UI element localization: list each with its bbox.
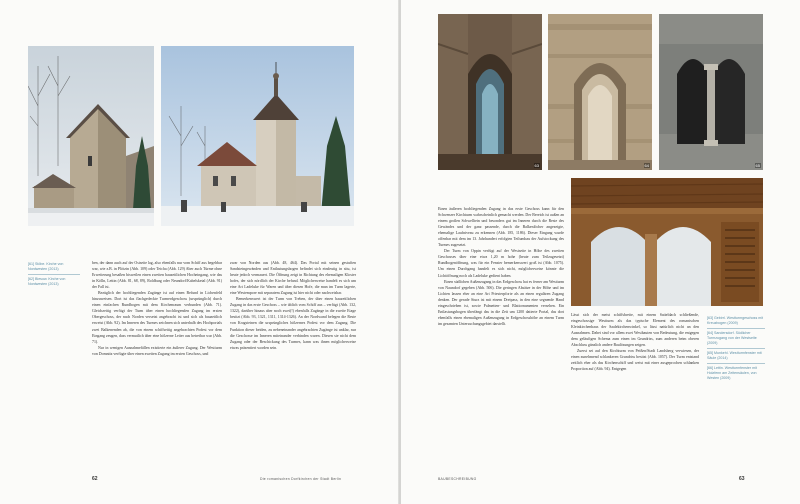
paragraph: Der Turm von Oppin verfügt auf der Westseite in Höhe des zweiten Geschosses über eine etwa 1,20 m hohe (heute zum Teilzugesetzt) Rundbogenöffnung, was für ein Fenster bemerkenswert groß ist (Abb. 1075). Um einen Durchgang handelt es sich nicht, möglicherweise könnte die Lichtöffnung noch als Ladeluke gedient haben. <box>438 249 564 278</box>
paragraph: Zuerst sei auf den Kirchturm von Peißen/Stadt Landsberg verwiesen, der einen zunehmend schlankeren Grundriss besitzt (Abb. 1057). Der Turm entstand zeitlich eher als das Kirchenschiff und weist mit einer ausgeprochen schlanken Proportion auf (Abb. 94). Entgegen <box>571 349 699 372</box>
caption-63: [63] Gebirrl. Westturmgeschoss mit Kreuzbogen (2009) <box>707 316 764 325</box>
paragraph: Einen äußeren hochliegenden Zugang in das erste Geschoss kann für den Schwenzer Kirchturm wahrscheinlich gemacht werden. Der Bereich ist außen an einem großen Schwelltein und besonders gut im Inneren durch die Reste des Gewändes und der ganz passende, durch die Balkenlöcher angezeigte, ehemalige Laufniveau zu erkennen (Abb. 185, 1186). Dieser Eingang wurde offenbar mit dem im 13. Jahrhundert erfolgten Teilumbau der Aufstockung des Turmes zugesetzt. <box>438 207 564 248</box>
right-text-column-2 <box>571 312 699 372</box>
paragraph: Einen südlichen Außenzugang in das Erdgeschoss hat es ferner am Westturm von Naundorf gegeben (Abb. 506). Die geringen Absätze in der Höhe und im Lichten lassen eher an eine Art Priesterpforte als an einen regulären Zugang denken. Der gerade Sturz ist mit einem Dreipass, in den eine segnende Hand eingeschrieben ist, sowie Palmetten- und Blattornamenten versehen. Ein Entlastungsbogen überfängt das in die Zeit um 1200 datierte Portal, das dort ebenfalls einen ehemaligen Außenzugang in Erdgeschosshöhe an einem Turm im gesamten Untersuchungsgebiet darstellt. <box>438 279 564 326</box>
paragraph: ben, der dann auch auf der Ostseite lag, also ebenfalls nur vom Schiff aus begehbar war, wie z.B. in Plötzin (Abb. 109) oder Teicha (Abb. 129) Aber auch Türme ohne Erweiterung besaßen bisweilen einen zweiten bauzeitlichen Hocheingang, wie das in Kölln, Lettin (Abb. 81, 68, 89), Roldburg oder Neundorf/Kabelsketal (Abb. 91) der Fall ist. <box>92 261 222 290</box>
photo-church-stoebe <box>28 46 154 226</box>
photo-tower-window-wood <box>571 178 763 306</box>
photo-tower-interior-arch <box>438 14 542 170</box>
left-text-column-2 <box>230 260 356 351</box>
paragraph: Bezüglich der hochliegenden Zugänge ist auf einen Befund in Lichenfeld hinzuweisen. Dort ist das flachgedeckte Turmerdgeschoss (ursprünglich) durch einen einfachen Rundbogen mit dem Kirchenraum verbunden (Abb. 71). Gleichzeitig verfügt der Turm über einen hochliegenden Zugang im ersten Obergeschoss, der nach Norden versetzt angebracht ist und sich als bauzeitlich erweist (Abb. 92). Im Inneren des Turmes zeichnen sich unterhalb des Hochportals zwei Balkenenden ab, die von einem schiffseitig angebrachten Podest vor dem Eingang zeugen, dass vermutlich über eine hölzerne Leiter aus betretbar war (Abb. 71). <box>92 291 222 344</box>
paragraph: Bemerkenswert ist der Turm von Treben, der über einen bauzeitlichen Zugang in das erste Geschoss – wie üblich vom Schiff aus – verfügt (Abb. 132, 1322), darüber hinaus aber noch zwei(!) ebenfalls Zugänge in die zweite Etage besitzt (Abb. 93, 1321, 1311, 1314-1326). An der Nordwand belegen die Reste von Kragsteinen die ursprüngliches hölzernes Podest vor dem Zugang. Die Funktion dieser beiden, zu nebeneinander angebrachten Zugänge ist unklar, nur die Geschosse im Inneren miteinander verbinden waren. Diesen sie nicht dem Zugang oder der Beschickung des Turmes, kann was ihnen möglicherweise etwas präsentiert worden sein. <box>230 297 356 350</box>
right-captions <box>707 316 765 381</box>
photo-badge-64: 64 <box>644 163 649 168</box>
caption-66: [66] Lettin. Westturmfenster mit Holzfenn am Zeitensäulen, von Westen (2009) <box>707 366 757 380</box>
left-page <box>0 0 399 504</box>
left-captions <box>28 262 80 287</box>
paragraph: Lässt sich der meist schiffsbreite, mit einem Satteldach schließende, eingeschossige Westturm als das typische Element des romanischen Kleinkirchenbaus der Saalekirchenwinkel, so lässt natürlich nicht an den Ausnahmen. Dabei sind vor allem zwei Westbauten von Bedeutung, die entgegen dem geläufigen Schema zum einen im Grundriss, zum anderen beim oberen Abschluss gänzlich andere Baulösungen zeigen. <box>571 313 699 348</box>
page-number-right: 63 <box>739 476 745 482</box>
running-head-right: BAUBESCHREIBUNG <box>438 477 477 481</box>
paragraph: zwar von Norden aus (Abb. 48, 464). Das Portal mit seinen gestuften Sandsteingewänden und Entlastungsbogen befindet sich eindeutig in situ, ist heute jedoch vermauert. Die Öffnung zeigt in Richtung des ehemaligen Kloster hofes, der sich nördlich der Kirche befand. Möglicherweise handelt es sich um eine Art Ladeluke für Waren und über diesen Hofe, die man im Turm lagerte, eine Westempore mit separatem Zugang ist hier nicht oder nachweisbar. <box>230 261 356 296</box>
caption-65: [65] Munkehl. Westturmfenster mit Säule (2014) <box>707 351 762 360</box>
caption-64: [64] Sandersdorf. Südlicher Turmzugang von der Westseite (2009) <box>707 331 757 345</box>
page-number-left: 62 <box>92 476 98 482</box>
photo-church-biesow <box>161 46 354 226</box>
caption-61: [61] Stöbe. Kirche von Nordwesten (2013) <box>28 262 64 271</box>
photo-tower-window-column <box>659 14 763 170</box>
caption-62: [62] Biesow. Kirche von Nordwesten (2013) <box>28 277 66 286</box>
right-text-column-1 <box>438 206 564 327</box>
photo-badge-63: 63 <box>534 163 539 168</box>
left-text-column-1 <box>92 260 222 357</box>
photo-badge-65: 65 <box>755 163 760 168</box>
running-head-left: Die romanischen Dorfkirchen der Stadt Berlin <box>260 477 342 481</box>
photo-south-tower-door <box>548 14 652 170</box>
paragraph: Nur in wenigen Ausnahmefällen existierte ein äußerer Zugang. Der Westturm von Domnitz verfügte über einen zweiten Zugang im ersten Geschoss, und <box>92 345 222 356</box>
right-page <box>401 0 800 504</box>
